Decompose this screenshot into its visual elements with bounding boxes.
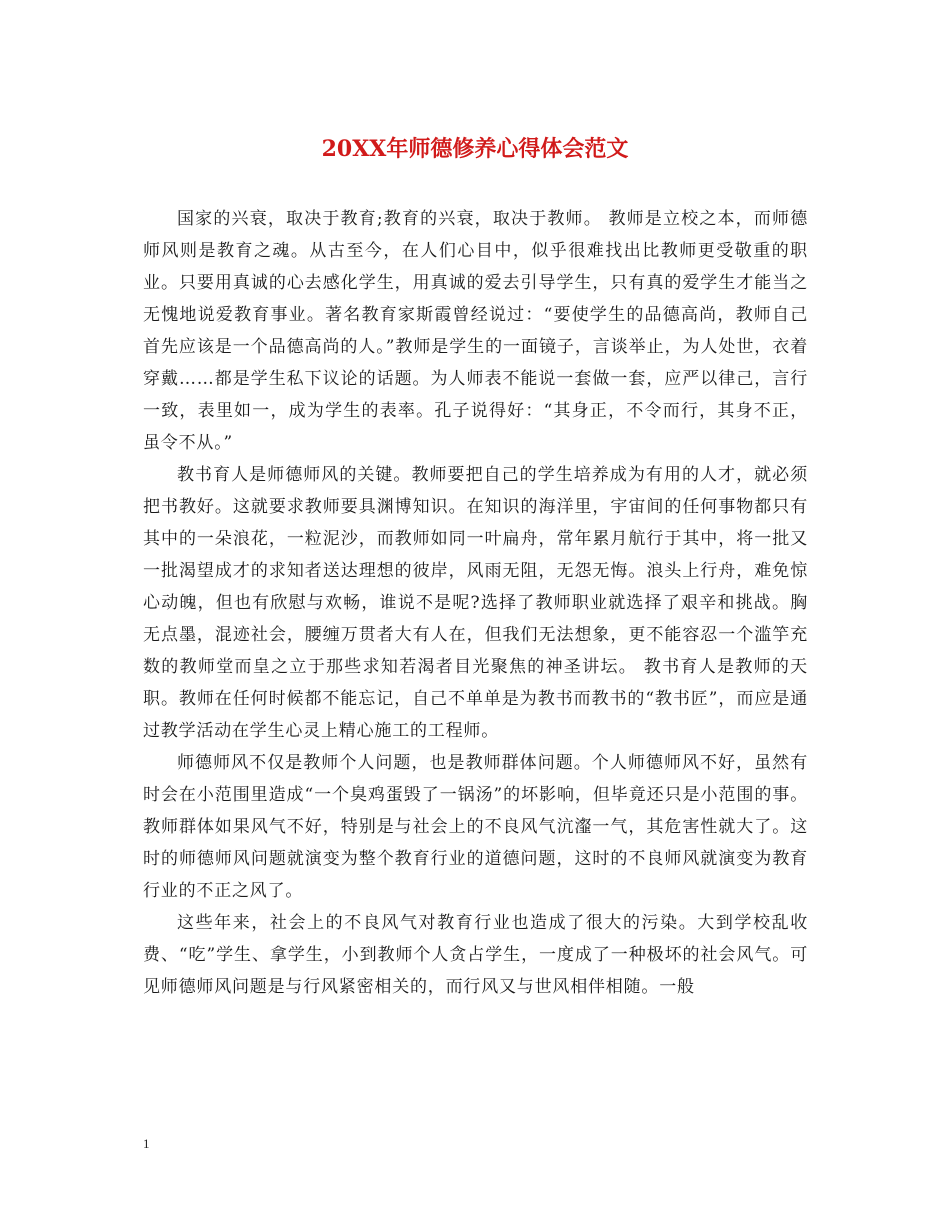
paragraph: 师德师风不仅是教师个人问题，也是教师群体问题。个人师德师风不好，虽然有时会在小范围里造成“一个臭鸡蛋毁了一锅汤”的坏影响，但毕竟还只是小范围的事。教师群体如果风气不好，特别是与社会上的不良风气沆瀣一气，其危害性就大了。这时的师德师风问题就演变为整个教育行业的道德问题，这时的不良师风就演变为教育行业的不正之风了。 [143,753,808,901]
page-number: 1 [143,1136,150,1151]
paragraph: 这些年来，社会上的不良风气对教育行业也造成了很大的污染。大到学校乱收费、“吃”学生、拿学生，小到教师个人贪占学生，一度成了一种极坏的社会风气。可见师德师风问题是与行风紧密相关的，而行风又与世风相伴相随。一般 [143,913,808,997]
document-body [143,203,808,1003]
document-title: 20XX年师德修养心得体会范文 [321,136,629,162]
paragraph: 教书育人是师德师风的关键。教师要把自己的学生培养成为有用的人才，就必须把书教好。这就要求教师要具渊博知识。在知识的海洋里，宇宙间的任何事物都只有其中的一朵浪花，一粒泥沙，而教师如同一叶扁舟，常年累月航行于其中，将一批又一批渴望成才的求知者送达理想的彼岸，风雨无阻，无怨无悔。浪头上行舟，难免惊心动魄，但也有欣慰与欢畅，谁说不是呢?选择了教师职业就选择了艰辛和挑战。胸无点墨，混迹社会，腰缠万贯者大有人在，但我们无法想象，更不能容忍一个滥竽充数的教师堂而皇之立于那些求知若渴者目光聚焦的神圣讲坛。 教书育人是教师的天职。教师在任何时候都不能忘记，自己不单单是为教书而教书的“教书匠”，而应是通过教学活动在学生心灵上精心施工的工程师。 [143,465,808,741]
paragraph: 国家的兴衰，取决于教育;教育的兴衰，取决于教师。 教师是立校之本，而师德师风则是教育之魂。从古至今，在人们心目中，似乎很难找出比教师更受敬重的职业。只要用真诚的心去感化学生，用真诚的爱去引导学生，只有真的爱学生才能当之无愧地说爱教育事业。著名教育家斯霞曾经说过：“要使学生的品德高尚，教师自己首先应该是一个品德高尚的人。”教师是学生的一面镜子，言谈举止，为人处世，衣着穿戴……都是学生私下议论的话题。为人师表不能说一套做一套，应严以律己，言行一致，表里如一，成为学生的表率。孔子说得好：“其身正，不令而行，其身不正，虽令不从。” [143,209,808,453]
